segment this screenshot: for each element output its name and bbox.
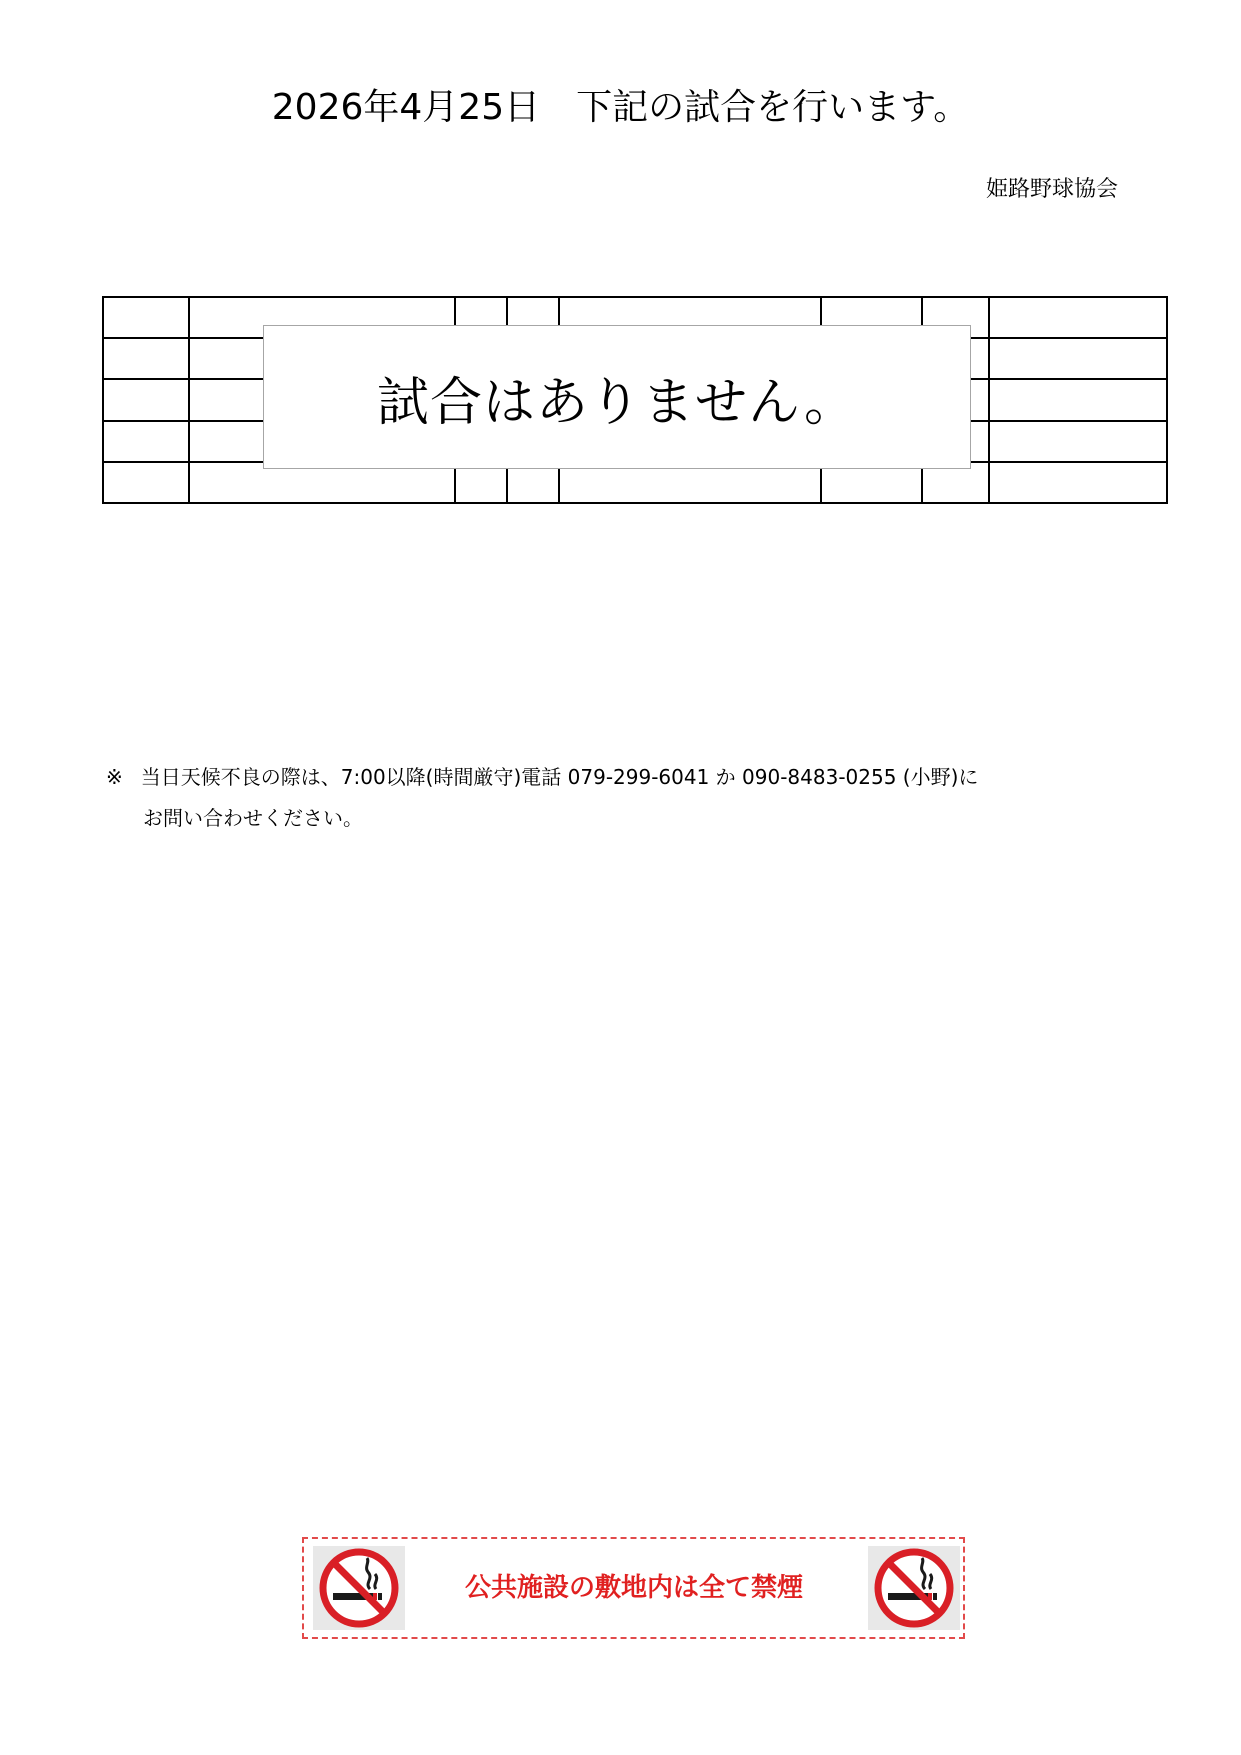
table-cell — [103, 297, 189, 338]
table-cell — [989, 297, 1167, 338]
no-game-message-box — [263, 325, 971, 469]
table-cell — [103, 379, 189, 420]
weather-notice-line2: お問い合わせください。 — [143, 806, 363, 830]
table-cell — [989, 462, 1167, 503]
no-game-message: 試合はありません。 — [376, 372, 858, 433]
table-cell — [989, 338, 1167, 379]
table-cell — [103, 462, 189, 503]
organization-name: 姫路野球協会 — [985, 177, 1118, 202]
table-cell — [989, 379, 1167, 420]
no-smoking-icon — [868, 1546, 960, 1630]
weather-notice-line1: 当日天候不良の際は、7:00以降(時間厳守)電話 079-299-6041 か 090-8483-0255 (小野)に — [140, 765, 979, 789]
page-title: 2026年4月25日 下記の試合を行います。 — [271, 87, 970, 128]
no-smoking-icon — [313, 1546, 405, 1630]
no-smoking-text: 公共施設の敷地内は全て禁煙 — [464, 1573, 803, 1603]
no-smoking-banner — [302, 1537, 965, 1639]
table-cell — [989, 421, 1167, 462]
table-cell — [103, 421, 189, 462]
table-cell — [103, 338, 189, 379]
weather-notice — [106, 762, 978, 792]
reference-mark: ※ — [106, 765, 123, 789]
